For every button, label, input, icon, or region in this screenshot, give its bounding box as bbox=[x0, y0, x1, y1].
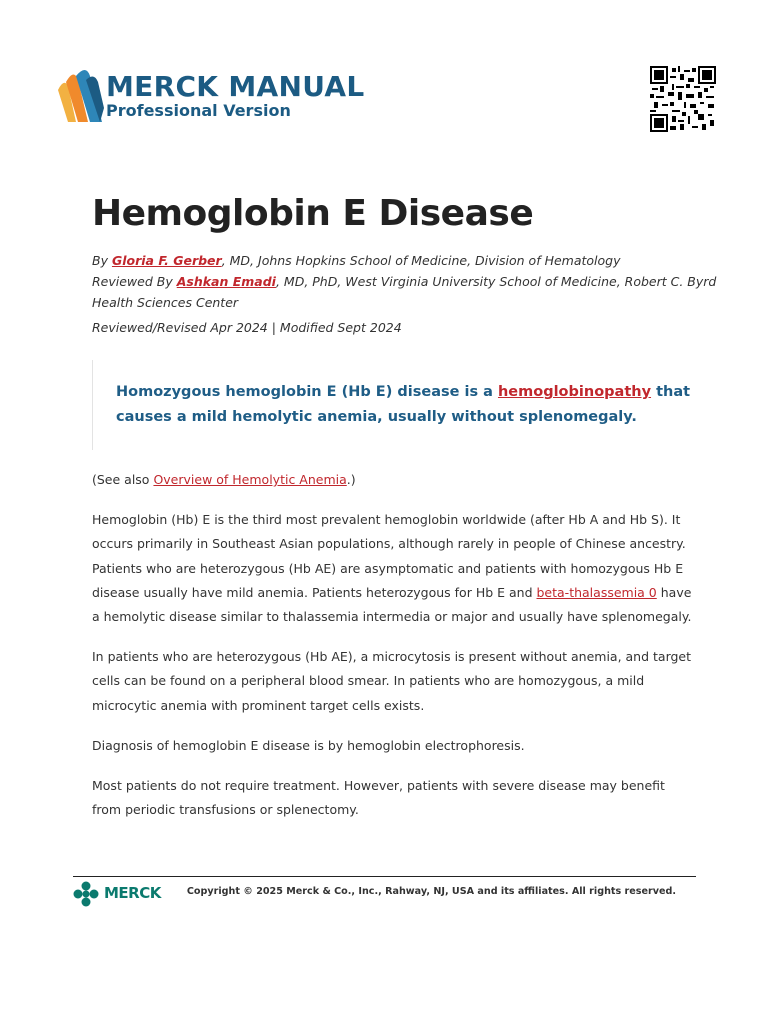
p4-line: Most patients do not require treatment. However, patients with severe disease may benefit bbox=[92, 778, 665, 794]
summary-line-2: causes a mild hemolytic anemia, usually without splenomegaly. bbox=[116, 409, 637, 425]
p1-line bbox=[92, 581, 692, 605]
merck-manual-logo[interactable] bbox=[56, 68, 365, 124]
p1-text: disease usually have mild anemia. Patients heterozygous for Hb E and bbox=[92, 584, 537, 600]
p2-line: microcytic anemia with prominent target cells exists. bbox=[92, 697, 425, 713]
p4-line: from periodic transfusions or splenectomy. bbox=[92, 802, 359, 818]
page-header bbox=[56, 66, 716, 136]
p1-line: Patients who are heterozygous (Hb AE) are asymptomatic and patients with homozygous Hb E bbox=[92, 560, 684, 576]
qr-code-icon bbox=[650, 66, 716, 132]
reviewer-line bbox=[92, 271, 717, 292]
brand-title: MERCK MANUAL bbox=[106, 70, 365, 103]
brand-subtitle: Professional Version bbox=[106, 101, 291, 120]
author-link[interactable]: Gloria F. Gerber bbox=[111, 253, 222, 268]
summary-text-cont: that bbox=[651, 384, 691, 400]
see-also-prefix: (See also bbox=[92, 472, 154, 487]
paragraph-3: Diagnosis of hemoglobin E disease is by hemoglobin electrophoresis. bbox=[92, 737, 525, 753]
copyright-text: Copyright © 2025 Merck & Co., Inc., Rahway, NJ, USA and its affiliates. All rights reserved. bbox=[186, 886, 676, 897]
merck-logo-icon bbox=[73, 881, 99, 907]
byline bbox=[92, 250, 717, 313]
p1-text: have bbox=[656, 584, 692, 600]
beta-thalassemia-link[interactable]: beta-thalassemia 0 bbox=[536, 584, 657, 600]
p1-line: a hemolytic disease similar to thalassemia intermedia or major and usually have splenomegaly. bbox=[92, 609, 692, 625]
see-also-suffix: .) bbox=[346, 472, 356, 487]
hemoglobinopathy-link[interactable]: hemoglobinopathy bbox=[497, 384, 652, 400]
summary-text: Homozygous hemoglobin E (Hb E) disease is a bbox=[116, 384, 498, 400]
p1-line: Hemoglobin (Hb) E is the third most prevalent hemoglobin worldwide (after Hb A and Hb S). It bbox=[92, 512, 681, 528]
author-line bbox=[92, 250, 692, 271]
reviewer-affiliation-cont: Health Sciences Center bbox=[92, 295, 239, 310]
see-also bbox=[92, 468, 692, 492]
footer-merck-logo[interactable] bbox=[73, 881, 173, 907]
paragraph-1 bbox=[92, 508, 692, 629]
paragraph-4 bbox=[92, 774, 692, 822]
p2-line: In patients who are heterozygous (Hb AE), a microcytosis is present without anemia, and target bbox=[92, 649, 692, 665]
footer-logo-text: MERCK bbox=[104, 884, 161, 902]
paragraph-2 bbox=[92, 645, 692, 718]
page-title: Hemoglobin E Disease bbox=[92, 193, 534, 234]
article-body bbox=[92, 468, 692, 838]
summary-line-1 bbox=[116, 380, 691, 405]
merck-manual-logo-icon bbox=[56, 68, 104, 124]
reviewer-affiliation: , MD, PhD, West Virginia University School of Medicine, Robert C. Byrd bbox=[275, 274, 717, 289]
by-prefix: By bbox=[92, 253, 112, 268]
reviewed-prefix: Reviewed By bbox=[92, 274, 177, 289]
p1-line: occurs primarily in Southeast Asian populations, although rarely in people of Chinese ancestry. bbox=[92, 536, 686, 552]
author-affiliation: , MD, Johns Hopkins School of Medicine, Division of Hematology bbox=[221, 253, 621, 268]
overview-hemolytic-anemia-link[interactable]: Overview of Hemolytic Anemia bbox=[153, 472, 347, 487]
footer-divider bbox=[73, 876, 696, 877]
review-date: Reviewed/Revised Apr 2024 | Modified Sept 2024 bbox=[92, 320, 402, 335]
summary-callout bbox=[92, 360, 691, 450]
reviewer-link[interactable]: Ashkan Emadi bbox=[176, 274, 276, 289]
p2-line: cells can be found on a peripheral blood smear. In patients who are homozygous, a mild bbox=[92, 673, 645, 689]
